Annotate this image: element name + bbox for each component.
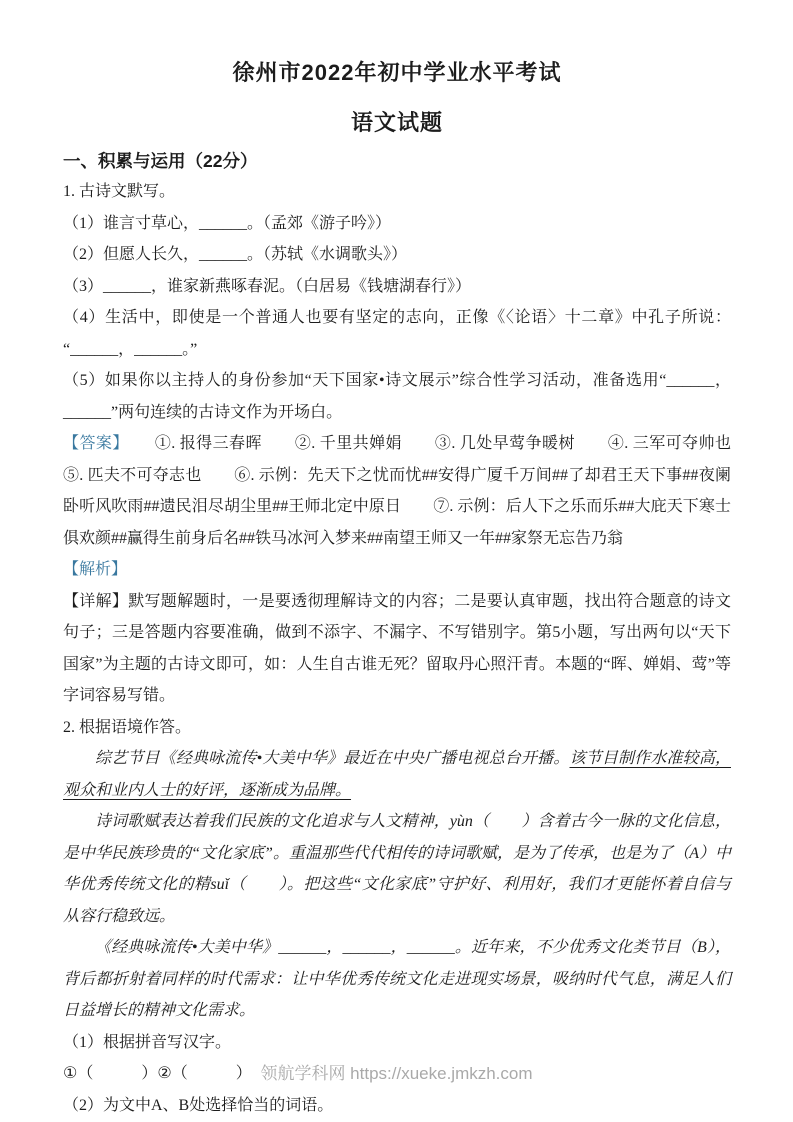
exam-title: 徐州市2022年初中学业水平考试 xyxy=(232,60,562,85)
q1-item-5: （5）如果你以主持人的身份参加“天下国家•诗文展示”综合性学习活动，准备选用“______，______”两句连续的古诗文作为开场白。 xyxy=(63,372,731,421)
passage-paragraph-3: 《经典咏流传•大美中华》______，______，______。近年来，不少优秀文化类节目（B），背后都折射着同样的时代需求：让中华优秀传统文化走进现实场景，吸纳时代气息，满足人们日益增长的精神文化需求。 xyxy=(63,939,731,1019)
q2-sub-question-2: （2）为文中A、B处选择恰当的词语。 xyxy=(63,1096,334,1114)
detail-body: 默写题解题时，一是要透彻理解诗文的内容；二是要认真审题，找出符合题意的诗文句子；三是答题内容要准确，做到不添字、不漏字、不写错别字。第5小题，写出两句以“天下国家”为主题的古诗文即可，如：人生自古谁无死？留取丹心照汗青。本题的“晖、婵娟、莺”等字词容易写错。 xyxy=(63,592,731,704)
q1-detail-paragraph xyxy=(63,586,731,712)
watermark: 领航学科网 https://xueke.jmkzh.com xyxy=(260,1064,533,1083)
q1-item-2: （2）但愿人长久，______。（苏轼《水调歌头》） xyxy=(63,246,408,263)
q1-analysis-label-row xyxy=(63,554,731,586)
answer-body: ①. 报得三春晖 ②. 千里共婵娟 ③. 几处早莺争暖树 ④. 三军可夺帅也 ⑤. 匹夫不可夺志也 ⑥. 示例：先天下之忧而忧##安得广厦千万间##了却君王天下事##夜阑卧听风吹雨##遗民泪尽胡尘里##王师北定中原日 ⑦. 示例：后人下之乐而乐##大庇天下寒士俱欢颜##赢得生前身后名##铁马冰河入梦来##南望王师又一年##家祭无忘告乃翁 xyxy=(63,435,764,547)
q1-item-1: （1）谁言寸草心，______。（孟郊《游子吟》） xyxy=(63,214,392,232)
answer-label: 【答案】 xyxy=(63,435,129,452)
q2-pinyin-blanks: ①（ ）②（ ） xyxy=(63,1065,252,1082)
passage-paragraph-1 xyxy=(63,743,731,806)
analysis-label: 【解析】 xyxy=(63,561,128,578)
underlined-sick-sentence: 该节目制作水准较高，观众和业内人士的好评，逐渐成为品牌。 xyxy=(63,750,731,799)
detail-label: 【详解】 xyxy=(63,592,129,610)
q1-item-3: （3）______，谁家新燕啄春泥。（白居易《钱塘湖春行》） xyxy=(63,277,472,295)
q2-stem: 2. 根据语境作答。 xyxy=(63,718,192,736)
q2-sub-question-1: （1）根据拼音写汉字。 xyxy=(63,1033,232,1051)
q1-answer-paragraph xyxy=(63,428,764,554)
exam-subtitle: 语文试题 xyxy=(350,110,443,135)
passage-lead-sentence: 综艺节目《经典咏流传•大美中华》最近在中央广播电视总台开播。 xyxy=(95,750,570,767)
q1-item-4: （4）生活中，即使是一个普通人也要有坚定的志向，正像《〈论语〉十二章》中孔子所说：“______，______。” xyxy=(63,309,731,358)
passage-paragraph-2: 诗词歌赋表达着我们民族的文化追求与人文精神，yùn（ ）含着古今一脉的文化信息，是中华民族珍贵的“文化家底”。重温那些代代相传的诗词歌赋，是为了传承，也是为了（A）中华优秀传统文化的精suǐ（ ）。把这些“文化家底”守护好、利用好，我们才更能怀着自信与从容行稳致远。 xyxy=(63,813,731,925)
q1-stem: 1. 古诗文默写。 xyxy=(63,183,176,200)
section-heading: 一、积累与运用（22分） xyxy=(63,151,258,171)
